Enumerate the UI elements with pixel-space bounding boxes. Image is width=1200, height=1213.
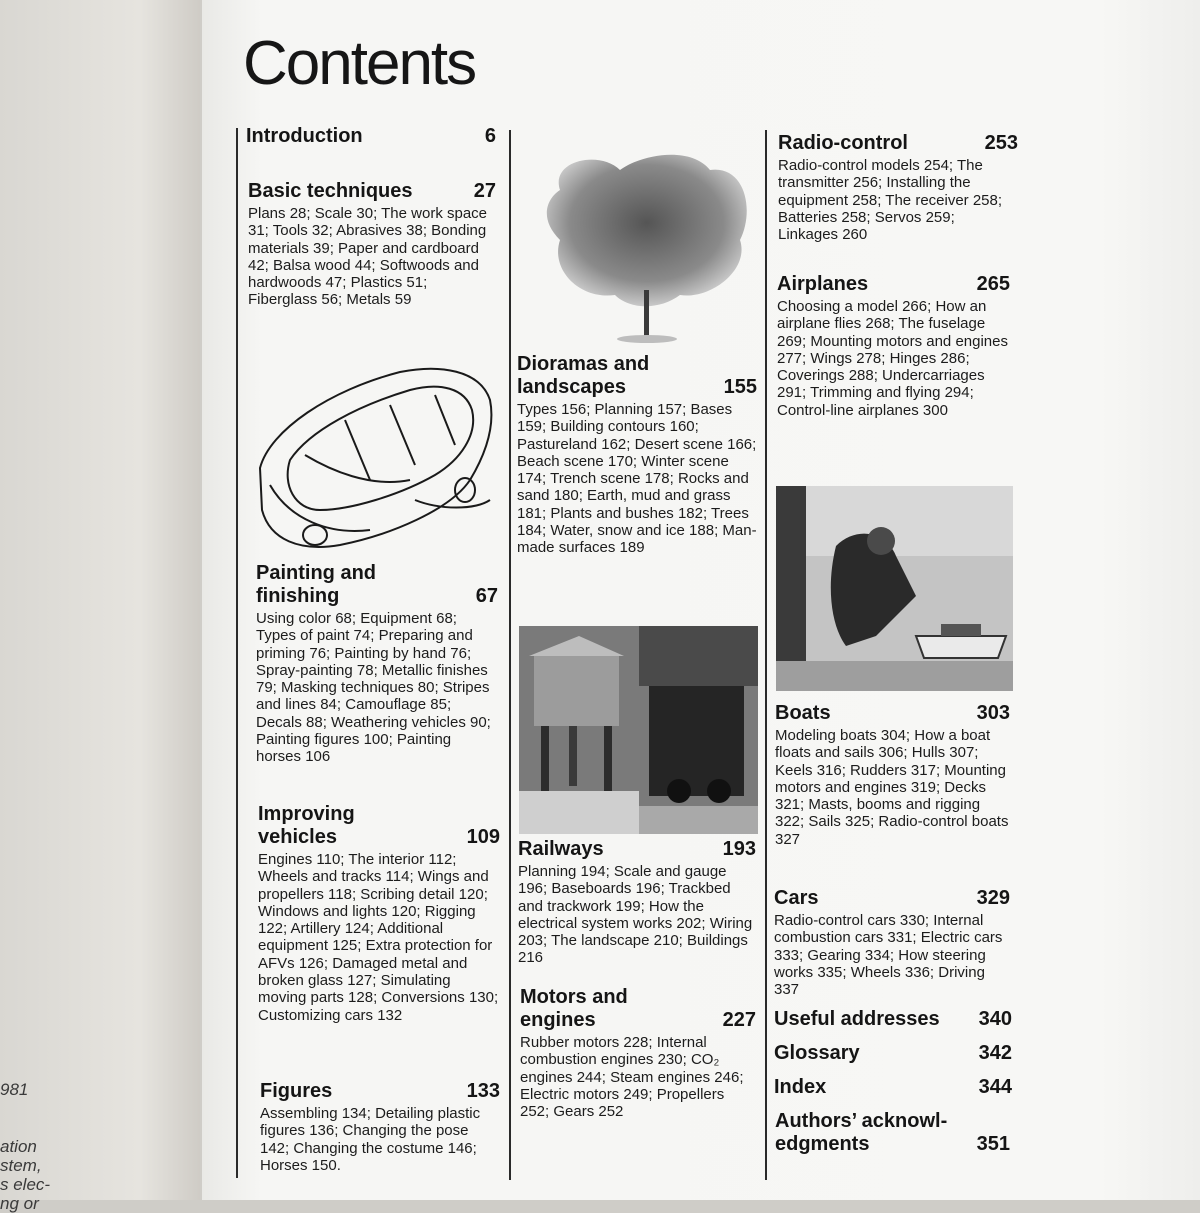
toc-section-glossary [774,1042,1012,1065]
section-page: 340 [978,1008,1012,1030]
section-entries: Types 156; Planning 157; Bases 159; Building contours 160; Pastureland 162; Desert scene 166; Beach scene 170; Winter scene 174; Trench scene 178; Rocks and sand 180; Earth, mud and grass 181; Plants and bushes 182; Trees 184; Water, snow and ice 188; Man-made surfaces 189 [517,401,757,557]
section-page: 27 [473,180,496,202]
toc-section-airplanes [777,273,1010,419]
toc-section-boats [775,702,1010,848]
section-title: Improving vehicles [258,803,355,848]
toc-section-motors-engines [520,986,756,1120]
toc-section-figures [260,1080,500,1174]
toc-section-index [774,1076,1012,1099]
toc-section-radio-control [778,132,1018,243]
section-title: Airplanes [777,273,869,295]
car-body-illustration [250,360,500,560]
section-title: Cars [774,887,819,909]
tree-photo [540,150,760,345]
facing-page-text [0,1080,50,1213]
section-entries: Assembling 134; Detailing plastic figures 136; Changing the pose 142; Changing the costume 146; Horses 150. [260,1105,481,1174]
section-page: 109 [466,826,500,848]
strip-line [0,1099,50,1118]
page-title: Contents [243,29,476,98]
section-page: 303 [976,702,1010,724]
section-page: 342 [978,1042,1012,1064]
section-entries: Plans 28; Scale 30; The work space 31; Tools 32; Abrasives 38; Bonding materials 39; Paper and cardboard 42; Balsa wood 44; Softwoods and hardwoods 47; Plastics 51; Fiberglass 56; Metals 59 [248,205,488,309]
section-title: Authors’ acknowl- edgments [775,1110,948,1155]
section-page: 133 [466,1080,500,1102]
section-title: Glossary [774,1042,860,1064]
railway-water-tower-photo [519,626,758,834]
section-page: 6 [484,125,496,147]
section-page: 253 [984,132,1018,154]
strip-line: stem, [0,1156,42,1175]
strip-line: ng or [0,1194,39,1213]
section-entries: Modeling boats 304; How a boat floats and sails 306; Hulls 307; Keels 316; Rudders 317; Mounting motors and engines 319; Decks 321; Masts, booms and rigging 322; Sails 325; Radio-control boats 327 [775,727,1009,848]
section-entries: Rubber motors 228; Internal combustion engines 230; CO₂ engines 244; Steam engines 246; Electric motors 249; Propellers 252; Gears 252 [520,1034,744,1121]
toc-section-improving-vehicles [258,803,500,1024]
section-title: Introduction [246,125,363,147]
section-title: Radio-control [778,132,908,154]
toc-section-authors-acknowledgments [775,1110,1010,1156]
section-title: Useful addresses [774,1008,940,1030]
column-rule [509,130,511,1180]
section-entries: Using color 68; Equipment 68; Types of paint 74; Preparing and priming 76; Painting by hand 76; Spray-painting 78; Metallic finishes 79; Masking techniques 80; Stripes and lines 84; Camouflage 85; Decals 88; Weathering vehicles 90; Painting figures 100; Painting horses 106 [256,610,491,766]
section-entries: Choosing a model 266; How an airplane flies 268; The fuselage 269; Mounting motors and engines 277; Wings 278; Hinges 286; Coverings 288; Undercarriages 291; Trimming and flying 294; Control-line airplanes 300 [777,298,1008,419]
section-entries: Radio-control cars 330; Internal combustion cars 331; Electric cars 333; Gearing 334; How steering works 335; Wheels 336; Driving 337 [774,912,1003,999]
section-title: Boats [775,702,831,724]
strip-line: s elec- [0,1175,50,1194]
toc-section-railways [518,838,756,967]
toc-section-introduction [246,125,496,148]
strip-line: ation [0,1137,37,1156]
section-title: Dioramas and landscapes [517,353,650,398]
strip-line [0,1118,50,1137]
section-page: 227 [722,1009,756,1031]
facing-page-edge [0,0,200,1213]
section-entries: Radio-control models 254; The transmitter 256; Installing the equipment 258; The receiver 258; Batteries 258; Servos 259; Linkages 260 [778,157,1003,244]
section-page: 155 [723,376,757,398]
toc-section-dioramas-landscapes [517,353,757,557]
section-title: Basic techniques [248,180,413,202]
section-page: 67 [475,585,498,607]
section-page: 351 [976,1133,1010,1155]
section-page: 344 [978,1076,1012,1098]
section-entries: Planning 194; Scale and gauge 196; Baseboards 196; Trackbed and trackwork 199; How the electrical system works 202; Wiring 203; The landscape 210; Buildings 216 [518,863,753,967]
toc-section-cars [774,887,1010,998]
section-title: Motors and engines [520,986,628,1031]
section-title: Index [774,1076,827,1098]
section-page: 193 [722,838,756,860]
section-page: 329 [976,887,1010,909]
section-entries: Engines 110; The interior 112; Wheels and tracks 114; Wings and propellers 118; Scribing detail 120; Windows and lights 120; Rigging 122; Artillery 124; Additional equipment 125; Extra protection for AFVs 126; Damaged metal and broken glass 127; Simulating moving parts 128; Conversions 130; Customizing cars 132 [258,851,499,1024]
column-rule [236,128,238,1178]
toc-section-basic-techniques [248,180,496,309]
column-rule [765,130,767,1180]
section-title: Figures [260,1080,333,1102]
section-page: 265 [976,273,1010,295]
section-title: Railways [518,838,604,860]
section-title: Painting and finishing [256,562,376,607]
toc-section-painting-finishing [256,562,498,766]
boat-modeler-photo [776,486,1013,691]
strip-line: 981 [0,1080,29,1099]
toc-section-useful-addresses [774,1008,1012,1031]
